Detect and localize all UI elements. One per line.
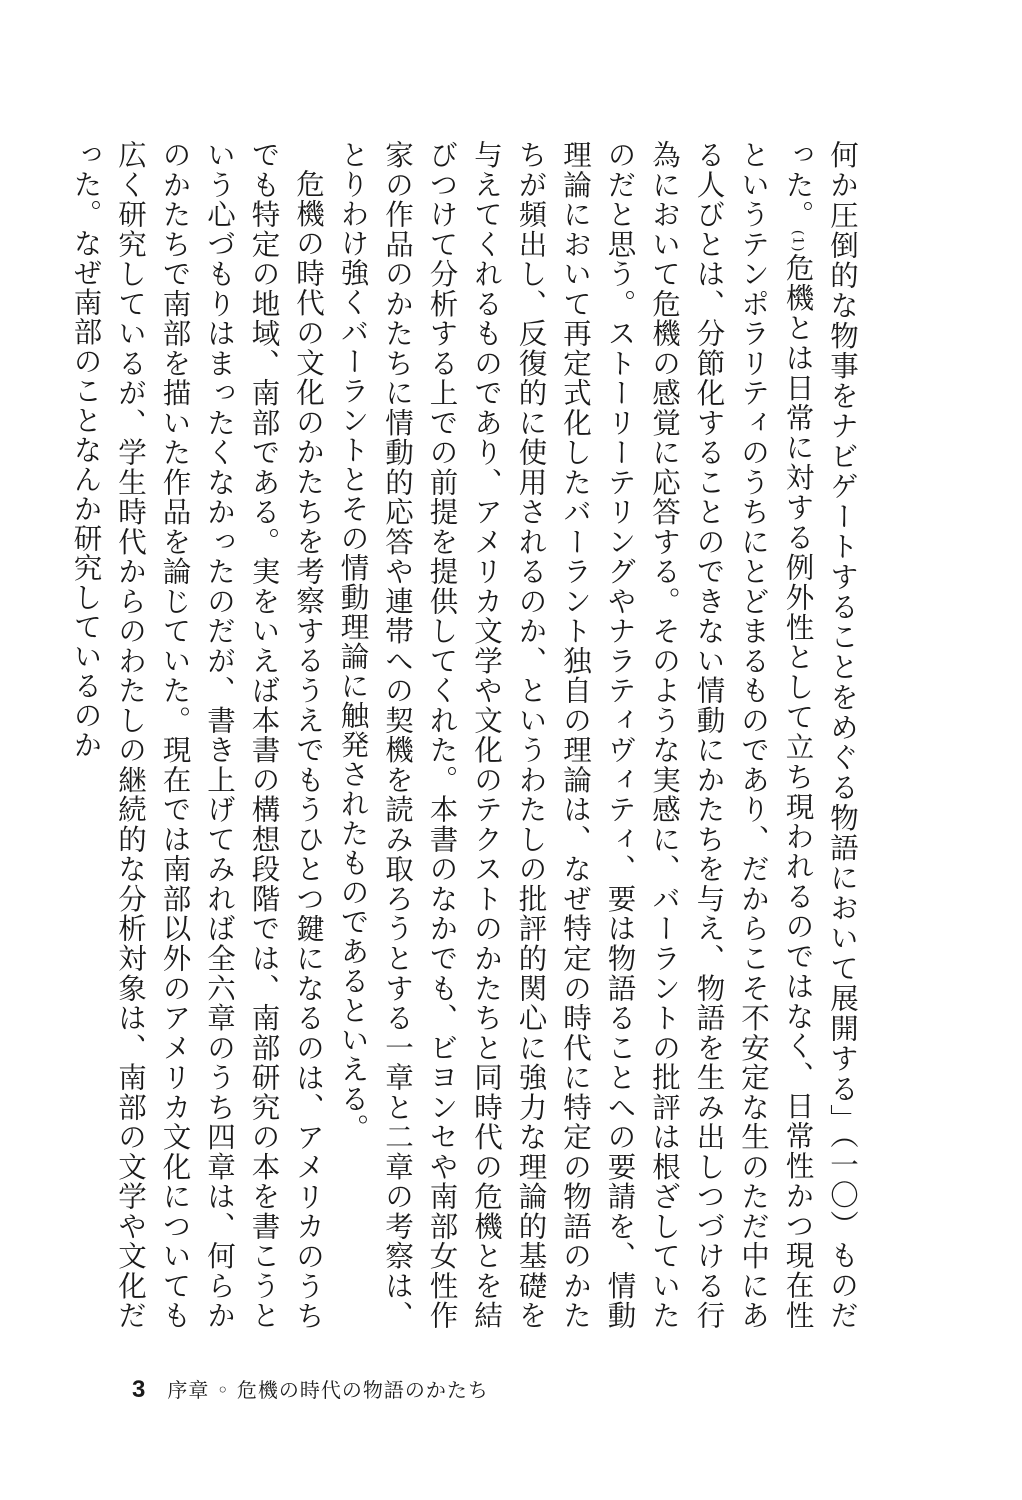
paragraph-1 [330,140,864,1330]
paragraph-1-text-after-note: 危機とは日常に対する例外性として立ち現われるのではなく、日常性かつ現在性というテンポラリティのうちにとどまるものであり、だからこそ不安定な生のただ中にある人びとは、分節化することのできない情動にかたちを与え、物語を生み出しつづける行為において危機の感覚に応答する。そのような実感に、バーラントの批評は根ざしていたのだと思う。ストーリーテリングやナラティヴィティ、要は物語ることへの要請を、情動理論において再定式化したバーラント独自の理論は、なぜ特定の時代に特定の物語のかたちが頻出し、反復的に使用されるのか、というわたしの批評的関心に強力な理論的基礎を与えてくれるものであり、アメリカ文学や文化のテクストのかたちと同時代の危機とを結びつけて分析する上での前提を提供してくれた。本書のなかでも、ビヨンセや南部女性作家の作品のかたちに情動的応答や連帯への契機を読み取ろうとする一章と二章の考察は、とりわけ強くバーラントとその情動理論に触発されたものであるといえる。 [336,140,815,1330]
paragraph-1-text-before-note: 何か圧倒的な物事をナビゲートすることをめぐる物語において展開する」（一〇）ものだった。 [781,140,859,1330]
page-footer [132,1374,489,1404]
running-head: 序章 ◦ 危機の時代の物語のかたち [167,1378,489,1402]
paragraph-2: 危機の時代の文化のかたちを考察するうえでもうひとつ鍵になるのは、アメリカのうちでも特定の地域、南部である。実をいえば本書の構想段階では、南部研究の本を書こうという心づもりはまったくなかったのだが、書き上げてみれば全六章のうち四章は、何らかのかたちで南部を描いた作品を論じていた。現在では南部以外のアメリカ文化についても広く研究しているが、学生時代からのわたしの継続的な分析対象は、南部の文学や文化だった。なぜ南部のことなんか研究しているのか [69,140,325,1331]
footnote-reference: (1) [789,229,806,253]
body-text-vertical [69,140,864,1331]
page-number: 3 [132,1376,146,1403]
